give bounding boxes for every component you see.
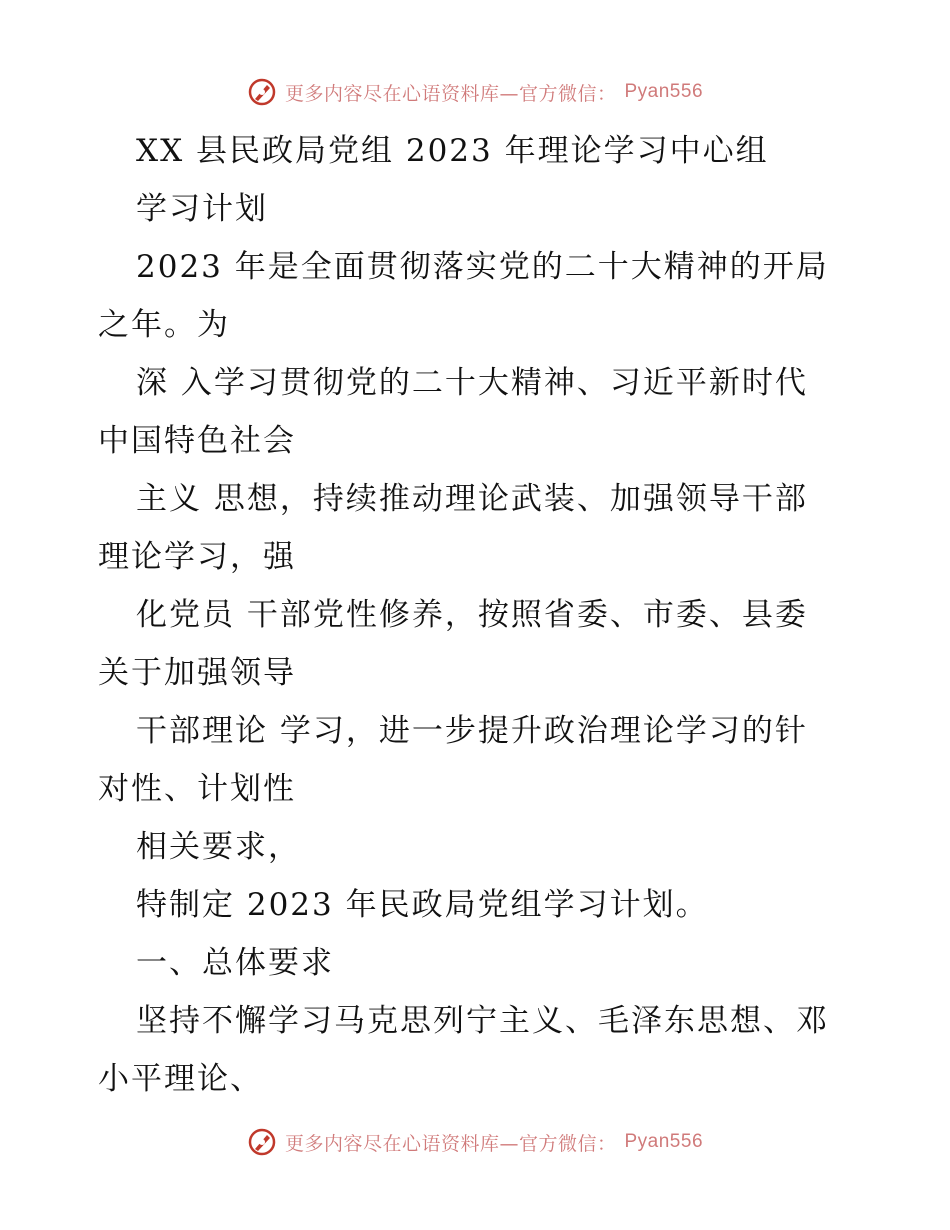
watermark-text: 更多内容尽在心语资料库—官方微信： xyxy=(284,82,617,105)
doc-line: 特制定 2023 年民政局党组学习计划。 xyxy=(136,887,709,923)
watermark-text: 更多内容尽在心语资料库—官方微信： xyxy=(284,1132,617,1155)
doc-line: 2023 年是全面贯彻落实党的二十大精神的开局 xyxy=(136,249,829,285)
section-heading: 一、总体要求 xyxy=(136,945,334,981)
doc-line: 相关要求， xyxy=(136,829,301,865)
doc-title-line-2: 学习计划 xyxy=(136,191,268,227)
doc-line: 主义 思想，持续推动理论武装、加强领导干部 xyxy=(136,481,808,517)
doc-line: 理论学习，强 xyxy=(98,539,296,575)
doc-line: 中国特色社会 xyxy=(98,423,296,459)
doc-line: 小平理论、 xyxy=(98,1061,263,1097)
doc-title-line-1: XX 县民政局党组 2023 年理论学习中心组 xyxy=(136,133,769,169)
doc-line: 对性、计划性 xyxy=(98,771,296,807)
watermark-wechat-id: Pyan556 xyxy=(624,81,704,102)
doc-line: 之年。为 xyxy=(98,307,230,343)
doc-line: 关于加强领导 xyxy=(98,655,296,691)
doc-line: 坚持不懈学习马克思列宁主义、毛泽东思想、邓 xyxy=(136,1003,829,1039)
document-body xyxy=(98,122,850,1108)
doc-line: 化党员 干部党性修养，按照省委、市委、县委 xyxy=(136,597,808,633)
watermark-header xyxy=(0,72,950,112)
doc-line: 干部理论 学习，进一步提升政治理论学习的针 xyxy=(136,713,808,749)
doc-line: 深 入学习贯彻党的二十大精神、习近平新时代 xyxy=(136,365,808,401)
watermark-wechat-id: Pyan556 xyxy=(624,1131,704,1152)
quill-logo-icon xyxy=(247,77,277,107)
watermark-footer xyxy=(0,1122,950,1162)
quill-logo-icon xyxy=(247,1127,277,1157)
